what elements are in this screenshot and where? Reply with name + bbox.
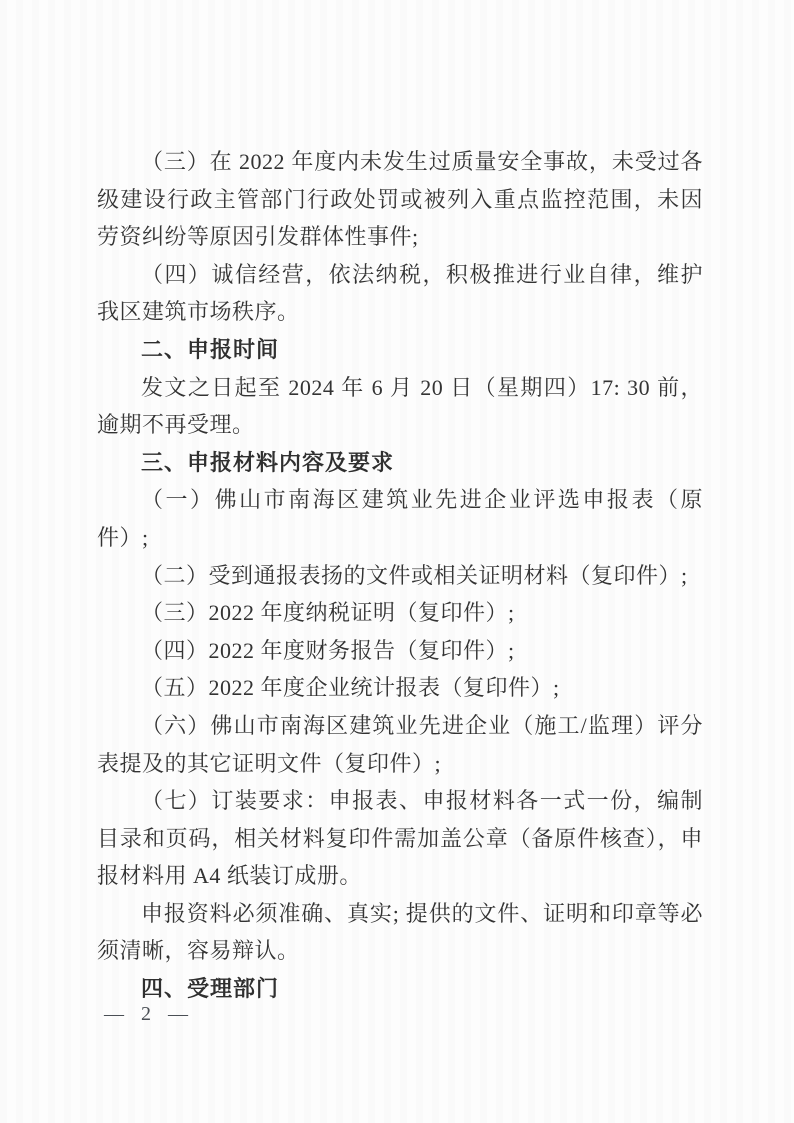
section-heading-2-time: 二、申报时间 <box>141 336 280 362</box>
paragraph-material-1: （一）佛山市南海区建筑业先进企业评选申报表（原件）; <box>97 487 703 550</box>
paragraph-material-3: （三）2022 年度纳税证明（复印件）; <box>141 600 515 626</box>
paragraph-material-5: （五）2022 年度企业统计报表（复印件）; <box>141 675 560 701</box>
document-body <box>97 143 703 1008</box>
paragraph-condition-4: （四）诚信经营，依法纳税，积极推进行业自律，维护我区建筑市场秩序。 <box>97 261 703 325</box>
paragraph-deadline: 发文之日起至 2024 年 6 月 20 日（星期四）17: 30 前，逾期不再受理。 <box>97 374 703 438</box>
section-heading-4-department: 四、受理部门 <box>141 976 280 1002</box>
page-number: — 2 — <box>104 1003 194 1025</box>
paragraph-material-4: （四）2022 年度财务报告（复印件）; <box>141 637 515 663</box>
paragraph-accuracy-note: 申报资料必须准确、真实; 提供的文件、证明和印章等必须清晰，容易辩认。 <box>97 900 703 964</box>
paragraph-material-6: （六）佛山市南海区建筑业先进企业（施工/监理）评分表提及的其它证明文件（复印件）; <box>97 712 703 776</box>
paragraph-material-2: （二）受到通报表扬的文件或相关证明材料（复印件）; <box>141 562 688 588</box>
paragraph-condition-3: （三）在 2022 年度内未发生过质量安全事故，未受过各级建设行政主管部门行政处罚或被列入重点监控范围，未因劳资纠纷等原因引发群体性事件; <box>97 149 703 250</box>
section-heading-3-materials: 三、申报材料内容及要求 <box>141 449 395 475</box>
paragraph-material-7-binding: （七）订装要求：申报表、申报材料各一式一份，编制目录和页码，相关材料复印件需加盖公章（备原件核查），申报材料用 A4 纸装订成册。 <box>97 788 703 889</box>
